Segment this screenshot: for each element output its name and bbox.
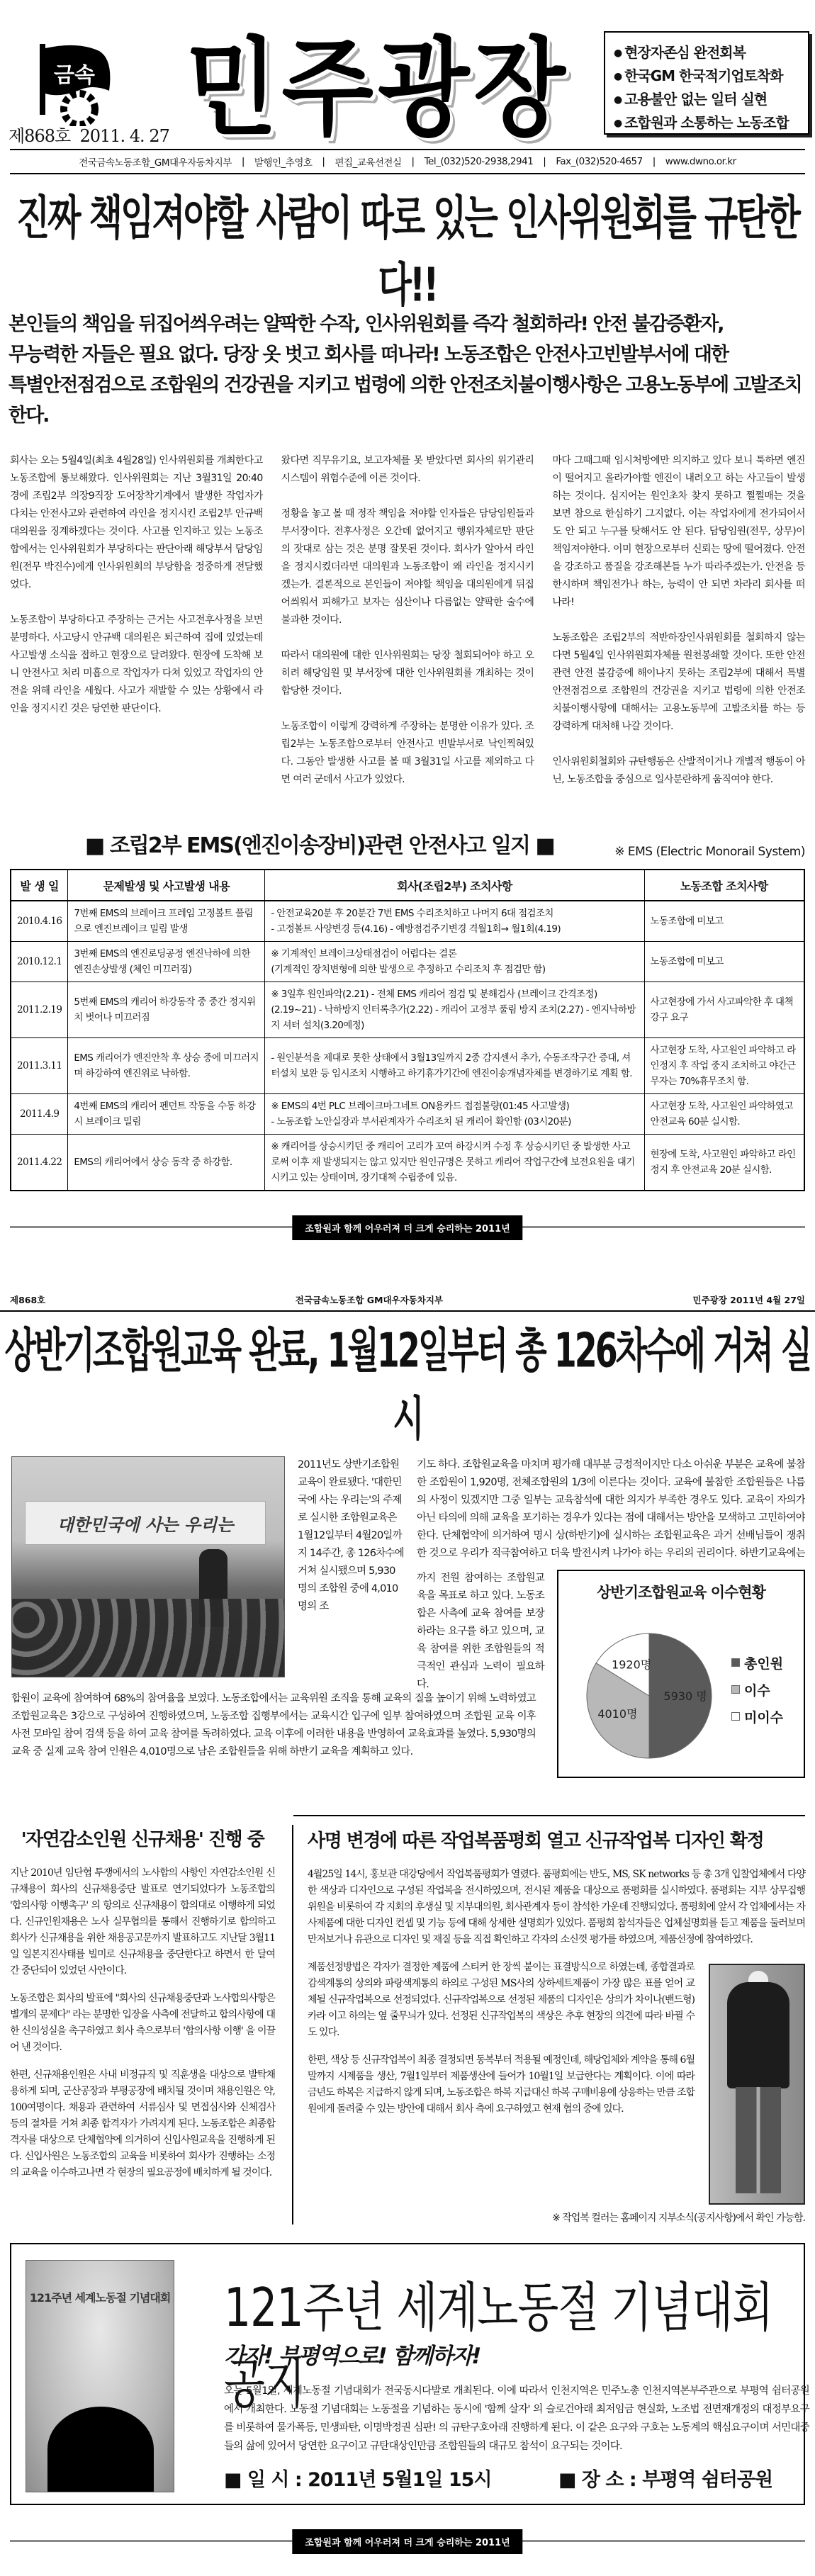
- article1-headline: 진짜 책임져야할 사람이 따로 있는 인사위원회를 규탄한다!!: [16, 191, 799, 313]
- publisher-info-bar: 전국금속노동조합_GM대우자동차지부 | 발행인_추영호 | 편집_교육선전실 | Tel_(032)520-2938,2941 | Fax_(032)520-4657 | www.dwno.or.kr: [10, 149, 805, 174]
- cell-problem: 7번째 EMS의 브레이크 프레임 고정볼트 풀림으로 엔진브레이크 밀림 발생: [68, 901, 265, 942]
- company-action-line: - 고정볼트 사양변경 등(4.16) - 예방점검주기변경 격월1회→ 월1회(4.19): [271, 923, 561, 935]
- poster-title: 121주년 세계노동절 기념대회: [29, 2291, 171, 2305]
- slogan-band-bottom: [10, 2526, 805, 2555]
- article4-title: 사명 변경에 따른 작업복품평회 열고 신규작업복 디자인 확정: [308, 1830, 764, 1852]
- paragraph: 회사는 오는 5월4일(최초 4월28일) 인사위원회를 개최한다고 노동조합에 통보해왔다. 인사위원회는 지난 3월31일 20:40경에 조립2부 의장9직장 도어장착기계에서 발생한 작업자가 다치는 안전사고와 관련하여 라인을 정지시킨 조립2부 안규백 대의원을 징계하겠다는 것이다. 사고를 인지하고 있는 노동조합에서는 인사위원회가 부당하다는 판단아래 해당부서 담당임원(전무 박진수)에게 인사위원회의 부당함을 정중하게 전달했었다.: [10, 455, 263, 590]
- article3-title: '자연감소인원 신규채용' 진행 중: [21, 1829, 264, 1850]
- cell-problem: EMS 캐리어가 엔진안착 후 상승 중에 미끄러지며 하강하여 엔진위로 낙하함.: [68, 1038, 265, 1094]
- education-body-right-bottom: 까지 전원 참여하는 조합원교육을 목표로 하고 있다. 노동조합은 사측에 교육 참여를 보장하라는 요구를 하고 있으며, 교육 참여를 위한 조합원들의 적극적인 관심과 노력이 필요하다.: [417, 1573, 544, 1690]
- article1-col2: [281, 452, 534, 806]
- slogan-item: ● 현장자존심 완전회복: [614, 41, 799, 64]
- legend-label: 이수: [744, 1682, 770, 1699]
- runhead-issue: 제868호: [10, 1295, 46, 1305]
- subhead-line: 본인들의 책임을 뒤집어씌우려는 얄팍한 수작, 인사위원회를 즉각 철회하라! 안전 불감증환자,: [9, 313, 724, 335]
- cell-date: 2010.12.1: [11, 942, 68, 982]
- fax: Fax_(032)520-4657: [556, 156, 643, 167]
- uniform-note: ※ 작업복 컬러는 홈페이지 지부소식(공지사항)에서 확인 가능함.: [552, 2212, 805, 2224]
- slogan-item: ● 한국GM 한국적기업토착화: [614, 64, 799, 88]
- paragraph: 인사위원회철회와 규탄행동은 산발적이거나 개별적 행동이 아닌, 노동조합을 중심으로 일사분란하게 움직여야 한다.: [552, 756, 805, 785]
- article-new-hires: [10, 1825, 293, 2225]
- paragraph: 노동조합이 부당하다고 주장하는 근거는 사고전후사정을 보면 분명하다. 사고당시 안규백 대의원은 퇴근하여 집에 있었는데 사고발생 소식을 접하고 현장으로 달려왔다. 현장에 도착해 보니 안전사고 처리 미흡으로 작업자가 다쳐 있었고 작업자의 안전을 위해 라인을 세웠다. 사고가 재발할 수 있는 상황에서 라인을 정지시킨 것은 당연한 판단이다.: [10, 614, 263, 714]
- slogan-box: [604, 31, 809, 135]
- accident-log-table: [10, 869, 805, 1191]
- poster-crowd-silhouette: [47, 2407, 154, 2492]
- union-flag-logo: [35, 41, 135, 119]
- event-time: ■ 일 시 : 2011년 5월1일 15시: [224, 2469, 492, 2491]
- cell-union-action: 현장에 도착, 사고원인 파악하고 라인정지 후 안전교육 20분 실시함.: [644, 1135, 804, 1191]
- log-table-title: ■ 조립2부 EMS(엔진이송장비)관련 안전사고 일지 ■: [85, 833, 554, 858]
- col-header-union-action: 노동조합 조치사항: [644, 870, 804, 901]
- article-work-uniform: [293, 1815, 805, 2225]
- cell-problem: 3번째 EMS의 엔진로딩공정 엔진낙하에 의한 엔진손상발생 (체인 미끄러짐): [68, 942, 265, 982]
- cell-date: 2011.4.22: [11, 1135, 68, 1191]
- cell-union-action: 사고현장에 가서 사고파악한 후 대책강구 요구: [644, 982, 804, 1038]
- slogan-item: ● 조합원과 소통하는 노동조합: [614, 111, 799, 135]
- legend-item: [731, 1649, 783, 1676]
- legend-item: [731, 1676, 783, 1703]
- cell-date: 2011.3.11: [11, 1038, 68, 1094]
- cell-problem: 4번째 EMS의 캐리어 펜던트 작동을 수동 하강시 브레이크 밀림: [68, 1094, 265, 1135]
- logo-text: 금속: [54, 63, 95, 88]
- paragraph: 왔다면 직무유기요, 보고자체를 못 받았다면 회사의 위기관리시스템이 위험수준에 이른 것이다.: [281, 455, 534, 484]
- log-table-note: ※ EMS (Electric Monorail System): [614, 845, 805, 859]
- jacket-figure: [727, 1982, 789, 2088]
- paragraph: 정황을 놓고 볼 때 정작 책임을 져야할 인자들은 담당임원들과 부서장이다. 전후사정은 오간데 없어지고 행위자체로만 판단의 잣대로 삼는 것은 분명 잘못된 것이다. 회사가 알아서 라인을 정지시켰더라면 대의원과 노동조합이 왜 라인을 정지시키겠는가. 결론적으로 본인들이 져야할 책임을 대의원에게 뒤집어씌워서 피해가고 보자는 심산이나 다름없는 얄팍한 술수에 불과한 것이다.: [281, 508, 534, 626]
- cell-company-action: [265, 1038, 644, 1094]
- cell-company-action: [265, 942, 644, 982]
- publisher: 발행인_추영호: [254, 157, 313, 169]
- org-name: 전국금속노동조합_GM대우자동차지부: [79, 157, 232, 169]
- paragraph: 지난 2010년 임단협 투쟁에서의 노사합의 사항인 자연감소인원 신규채용이 회사의 신규채용중단 발표로 연기되었다가 노동조합의 '합의사항 이행촉구' 의 항의로 신규채용이 합의대로 이행하게 되었다. 신규인원채용은 노사 실무협의를 통해서 진행하기로 합의하고 회사가 신규채용을 위한 채용공고문까지 발표하고도 지난달 3월11일 일본지진사태를 빌미로 신규채용을 중단한다고 하면서 한 달여간 중단되어 있었던 사안이다.: [10, 1867, 275, 1976]
- subhead-line: 특별안전점검으로 조합원의 건강권을 지키고 법령에 의한 안전조치불이행사항은 고용노동부에 고발조치한다.: [9, 374, 802, 427]
- col-header-problem: 문제발생 및 사고발생 내용: [68, 870, 265, 901]
- company-action-line: ※ 기계적인 브레이크상태점검이 어렵다는 결론: [271, 948, 457, 960]
- subhead-line: 무능력한 자들은 필요 없다. 당장 옷 벗고 회사를 떠나라! 노동조합은 안전사고빈발부서에 대한: [9, 344, 729, 366]
- education-headline: 상반기조합원교육 완료, 1월12일부터 총 126차수에 거쳐 실시: [4, 1322, 811, 1446]
- pants-figure: [736, 2087, 781, 2193]
- col-header-company-action: 회사(조립2부) 조치사항: [265, 870, 644, 901]
- article-personnel-committee: [0, 191, 815, 806]
- runhead-date: 민주광장 2011년 4월 27일: [692, 1295, 805, 1305]
- pie-data-label: 1920명: [612, 1658, 652, 1672]
- issue-number: 제868호: [9, 126, 71, 146]
- company-action-line: ※ 3일후 원인파악(2.21) - 전체 EMS 캐리어 점검 및 분해검사 (브레이크 간격조정)(2.19~21) - 낙하방지 인터록추가(2.22) - 캐리어 고정부 풀림 방지 조치(2.27) - 엔지낙하방지 셔터 설치(3.20예정): [271, 989, 636, 1031]
- paragraph: 제품선정방법은 각자가 결정한 제품에 스티커 한 장씩 붙이는 표결방식으로 하였는데, 종합결과로 감색계통의 상의와 파랑색계통의 하의로 구성된 MS사의 상하세트제품이 가장 많은 표를 얻어 교체될 신규작업복으로 선정되었다. 신규작업복으로 선정된 제품의 디자인은 상의가 차이나(밴드형) 카라 이고 하의는 옆 줄무늬가 있다. 선정된 신규작업복의 색상은 추후 현장의 의견에 따라 바뀔 수도 있다.: [308, 1962, 695, 2038]
- legend-item: [731, 1703, 783, 1730]
- safety-accident-log: [0, 806, 815, 1191]
- cell-company-action: [265, 901, 644, 942]
- company-action-line: - 원인분석을 제대로 못한 상태에서 3월13일까지 2중 감지센서 추가, 수동조작구간 증대, 셔터설치 보완 등 임시조치 시행하고 하기휴가기간에 엔진이송개념자체를 변경하기로 계획 함.: [271, 1052, 632, 1079]
- table-row: [11, 1038, 804, 1094]
- cell-company-action: [265, 982, 644, 1038]
- company-action-line: ※ 캐리어를 상승시키던 중 캐리어 고리가 꼬여 하강시켜 수정 후 상승시키던 중 발생한 사고로써 이후 재 발생되지는 않고 있지만 원인규명은 못하고 캐리어 작업구간에 보전요원을 대기시키고 있는 상태이며, 장기대책 수립중에 있음.: [271, 1141, 635, 1183]
- legend-swatch: [731, 1658, 740, 1667]
- runhead-org: 전국금속노동조합 GM대우자동차지부: [295, 1295, 443, 1305]
- article1-col1: [10, 452, 263, 806]
- masthead: [0, 0, 815, 151]
- cell-union-action: 노동조합에 미보고: [644, 942, 804, 982]
- table-row: [11, 1094, 804, 1135]
- notice-body: 오는 5월1일, 세계노동절 기념대회가 전국동시다발로 개최된다. 이에 따라서 인천지역은 민주노총 인천지역본부주관으로 부평역 쉼터공원에서 개최한다. 노동절 기념대회는 노동절을 기념하는 동시에 '함께 살자' 의 슬로건아래 최저임금 현실화, 노조법 전면재개정의 대정부요구를 비롯하여 물가폭등, 민생파탄, 이명박정권 심판! 의 규탄구호아래 진행하게 된다. 이 같은 요구와 구호는 노동계의 핵심요구이며 서민대중들의 삶에 있어서 당연한 요구이고 규탄대상인만큼 조합원들의 대규모 참석이 요구되는 것이다.: [224, 2385, 809, 2452]
- cell-date: 2011.2.19: [11, 982, 68, 1038]
- paragraph: 마다 그때그때 임시처방에만 의지하고 있다 보니 툭하면 엔진이 떨어지고 올라가야할 엔진이 내려오고 하는 사고들이 발생하는 것이다. 심지어는 원인초차 찾지 못하고 쩔쩔매는 것을 보면 참으로 한심하기 그지없다. 이는 작업자에게 전가되어서도 안 되고 누구를 탓해서도 안 된다. 담당임원(전무, 상무)이 책임져야한다. 이미 현장으로부터 신뢰는 땅에 떨어졌다. 안전을 강조하고 품질을 강조해본들 누가 따라주겠는가. 안전을 등한시하며 책임전가나 하는, 능력이 안 되면 차라리 회사를 떠나라!: [552, 455, 805, 608]
- legend-swatch: [731, 1712, 740, 1721]
- education-photo: [11, 1456, 285, 1677]
- issue-date: 2011. 4. 27: [79, 126, 169, 146]
- paragraph: 노동조합은 조립2부의 적반하장인사위원회를 철회하지 않는다면 5월4일 인사위원회자체를 원천봉쇄할 것이다. 또한 안전관련 안전 불감증에 해이나지 못하는 조립2부에 대해서 특별안전점검으로 조합원의 건강권을 지키고 법령에 의한 안전조치불이행사항에 대해서는 고용노동부에 고발조치를 하는 등 강력하게 대처해 나갈 것이다.: [552, 632, 805, 732]
- article1-col3: [552, 452, 805, 806]
- mayday-notice: [10, 2243, 809, 2505]
- band-text: 조합원과 함께 어우러져 더 크게 승리하는 2011년: [292, 2529, 522, 2554]
- newsletter-title: 민주광장: [186, 26, 570, 151]
- education-intro: 2011년도 상반기조합원교육이 완료됐다. '대한민국에 사는 우리는'의 주제로 실시한 조합원교육은 1월12일부터 4월20일까지 14주간, 총 126차수에 거쳐 실시됐으며 5,930명의 조합원 중에 4,010명의 조: [298, 1459, 404, 1612]
- cell-union-action: 사고현장 도착, 사고원인 파악하였고 안전교육 60분 실시함.: [644, 1094, 804, 1135]
- slogan-band: [10, 1213, 805, 1241]
- cell-problem: EMS의 캐리어에서 상승 동작 중 하강함.: [68, 1135, 265, 1191]
- paragraph: 한편, 신규채용인원은 사내 비정규직 및 직훈생을 대상으로 발탁채용하게 되며, 군산공장과 부평공장에 배치될 것이며 채용인원은 약, 100여명이다. 채용과 관련하여 서류심사 및 면접심사와 신체검사 등의 절차를 거쳐 최종 합격자가 가려지게 된다. 노동조합은 최종합격자를 대상으로 단체협약에 의거하여 신입사원교육을 진행하게 된다. 신입사원은 노동조합의 교육을 비롯하여 회사가 진행하는 소정의 교육을 이수하고나면 각 현장의 필요공정에 배치하게 될 것이다.: [10, 2069, 275, 2178]
- legend-label: 미이수: [744, 1709, 784, 1726]
- cell-company-action: [265, 1094, 644, 1135]
- company-action-line: (기계적인 장치변형에 의한 발생으로 추정하고 수리조치 후 점검만 함): [271, 964, 546, 975]
- paragraph: 따라서 대의원에 대한 인사위원회는 당장 철회되어야 하고 오히려 해당임원 및 부서장에 대한 인사위원회를 개최하는 것이 합당한 것이다.: [281, 650, 534, 697]
- pie-data-label: 5930 명: [663, 1689, 707, 1703]
- company-action-line: - 노동조합 노안실장과 부서관계자가 수리조치 된 캐리어 확인함 (03시20분): [271, 1116, 571, 1127]
- issue-number-date: [9, 122, 169, 147]
- telephone: Tel_(032)520-2938,2941: [424, 156, 534, 167]
- pie-data-label: 4010명: [597, 1706, 638, 1721]
- photo-banner: 대한민국에 사는 우리는: [25, 1501, 266, 1545]
- cell-company-action: [265, 1135, 644, 1191]
- legend-swatch: [731, 1685, 740, 1694]
- paragraph: 노동조합은 회사의 발표에 "회사의 신규채용중단과 노사합의사항은 별개의 문제다" 라는 분명한 입장을 사측에 전달하고 합의사항에 대한 신의성실을 촉구하였고 회사 측으로부터 '합의사항 이행' 을 이끌어 낸 것이다.: [10, 1993, 275, 2053]
- articles-row: [0, 1825, 815, 2225]
- education-body-right: 기도 하다. 조합원교육을 마치며 평가해 대부분 긍정적이지만 다소 아쉬운 부분은 교육에 불참한 조합원이 1,920명, 전체조합원의 1/3에 이른다는 것이다. 교육에 불참한 조합원들은 나름의 사정이 있겠지만 그중 일부는 교육참석에 대한 의지가 부족한 경우도 있다. 교육이 자의가 아닌 타의에 의해 교육을 포기하는 경우가 있다는 점에 대해서는 방안을 모색하고 고민하여야한다. 단체협약에 의거하여 명시 상(하반기)에 실시하는 조합원교육은 과거 선배님들이 쟁취한 것으로 우리가 적극참여하고 더욱 발전시켜 나가야 하는 우리의 권리이다. 하반기교육에는: [417, 1459, 805, 1559]
- article1-body: [0, 431, 815, 806]
- col-header-date: 발 생 일: [11, 870, 68, 901]
- band-text: 조합원과 함께 어우러져 더 크게 승리하는 2011년: [292, 1215, 522, 1240]
- running-header: [0, 1262, 815, 1312]
- education-pie-chart: [557, 1570, 805, 1778]
- audience-figure: [12, 1599, 284, 1677]
- website-link[interactable]: www.dwno.or.kr: [665, 156, 736, 167]
- cell-date: 2010.4.16: [11, 901, 68, 942]
- table-header-row: [11, 870, 804, 901]
- uniform-photo: [709, 1964, 805, 2205]
- event-place: ■ 장 소 : 부평역 쉼터공원: [558, 2469, 773, 2491]
- paragraph: 한편, 색상 등 신규작업복이 최종 결정되면 동복부터 적용될 예정인데, 해당업체와 계약을 통해 6월말까지 시제품을 생산, 7월1일부터 제품생산에 들어가 10월1일 보급한다는 계획이다. 이에 따라 금년도 하복은 지급하지 않게 되며, 노동조합은 하복 지급대신 하복 구매비용에 상응하는 만큼 조합원에게 돌려줄 수 있는 방안에 대해서 회사 측에 요구하였고 현재 협의 중에 있다.: [308, 2054, 695, 2115]
- education-body-left: 합원이 교육에 참여하여 68%의 참여율을 보였다. 노동조합에서는 교육위원 조직을 통해 교육의 질을 높이기 위해 노력하였고 조합원교육은 3강으로 구성하여 진행하였으며, 노동조합 집행부에서는 교육시간 입구에 일부 참여하였으며 조합원 교육 이후 사전 모바일 참여 검색 등을 하여 교육 참여를 독려하였다. 교육 이후에 이러한 내용을 반영하여 교육효과를 높였다. 5,930명의 교육 중 실제 교육 참여 인원은 4,010명으로 남은 조합원들을 위해 하반기 교육을 계획하고 있다.: [11, 1693, 536, 1757]
- table-row: [11, 901, 804, 942]
- chart-title: 상반기조합원교육 이수현황: [597, 1584, 765, 1601]
- legend-label: 총인원: [744, 1655, 784, 1672]
- cell-union-action: 노동조합에 미보고: [644, 901, 804, 942]
- article1-subhead: [0, 309, 815, 431]
- table-row: [11, 942, 804, 982]
- company-action-line: ※ EMS의 4번 PLC 브레이크마그네트 ON용카드 접점불량(01:45 사고발생): [271, 1101, 570, 1112]
- notice-title: 121주년 세계노동절 기념대회 공지: [224, 2277, 773, 2416]
- cell-problem: 5번째 EMS의 캐리어 하강동작 중 중간 정지위치 벗어나 미끄러짐: [68, 982, 265, 1038]
- table-row: [11, 1135, 804, 1191]
- cell-union-action: 사고현장 도착, 사고원인 파악하고 라인정지 후 작업 중지 조치하고 야간근무자는 70%휴무조치 함.: [644, 1038, 804, 1094]
- paragraph: 4월25일 14시, 홍보관 대강당에서 작업복품평회가 열렸다. 품평회에는 반도, MS, SK networks 등 총 3개 입찰업체에서 다양한 색상과 디자인으로 구성된 작업복을 전시하였으며, 전시된 제품을 대상으로 품평회를 실시하였다. 품평회는 지부 상무집행위원을 비롯하여 각 지회의 후생실 및 지부대의원, 회사관계자 등이 참석한 가운데 진행되었다. 품평회에 앞서 각 업체에서는 자사제품에 대한 디자인 컨셉 및 기능 등에 대해 상세한 설명회가 있었다. 품평회 참석자들은 업체설명회를 듣고 제품을 둘러보며 만져보거나 유관으로 디자인 및 재질 등을 직접 확인하고 각자의 소신껏 평가를 하였으며, 제품선정에 참여하였다.: [308, 1869, 805, 1945]
- company-action-line: - 안전교육20분 후 20분간 7번 EMS 수리조치하고 나머지 6대 점검조치: [271, 908, 553, 919]
- chart-legend: [731, 1649, 783, 1730]
- cell-date: 2011.4.9: [11, 1094, 68, 1135]
- article-education: [0, 1456, 815, 1825]
- mayday-poster: [26, 2260, 174, 2492]
- table-row: [11, 982, 804, 1038]
- editor: 편집_교육선전실: [335, 157, 402, 169]
- paragraph: 노동조합이 이렇게 강력하게 주장하는 분명한 이유가 있다. 조립2부는 노동조합으로부터 안전사고 빈발부서로 낙인찍혀있다. 그동안 발생한 사고를 볼 때 3월31일 사고를 제외하고 다면 여러 군데서 사고가 있었다.: [281, 721, 534, 785]
- notice-slogan: 가자! 부평역으로! 함께하자!: [224, 2344, 480, 2369]
- slogan-item: ● 고용불안 없는 일터 실현: [614, 88, 799, 111]
